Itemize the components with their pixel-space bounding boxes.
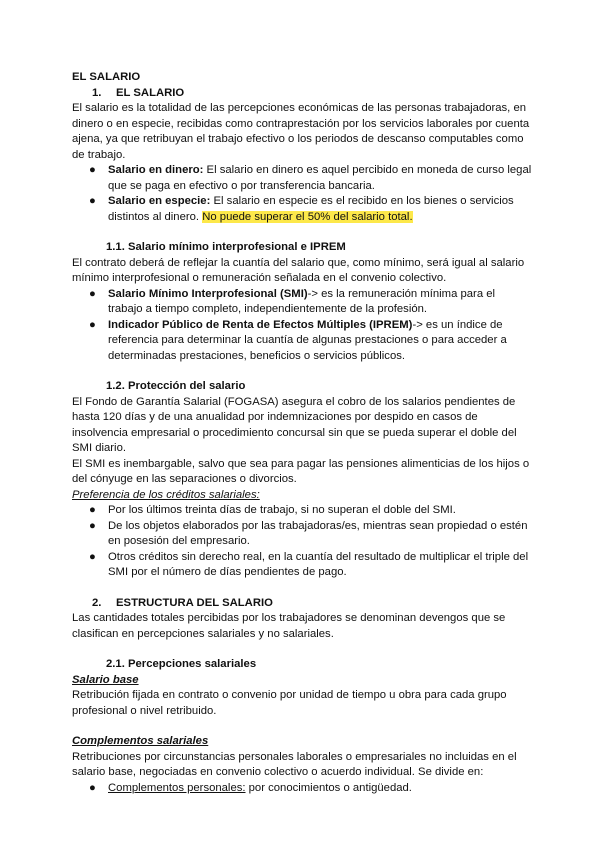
highlighted-limit: No puede superar el 50% del salario total. [202, 210, 413, 223]
section-2-number: 2. [92, 596, 102, 609]
bullet-icon: ● [89, 318, 96, 331]
bullet-icon: ● [89, 504, 96, 516]
salario-base-text: Retribución fijada en contrato o convenio por unidad de tiempo u obra para cada grupo profesional o nivel retribuido. [72, 689, 507, 717]
section-2-title: ESTRUCTURA DEL SALARIO [116, 596, 273, 609]
bullet-icon: ● [89, 287, 96, 300]
term-iprem: Indicador Público de Renta de Efectos Múltiples (IPREM) [108, 318, 413, 331]
preferencia-label: Preferencia de los créditos salariales: [72, 488, 260, 501]
section-1-heading [72, 86, 532, 102]
definition-salario-especie: El salario en especie es el recibido en los bienes o servicios distintos al dinero. [108, 195, 514, 223]
complementos-personales-label: Complementos personales: [108, 781, 246, 794]
complementos-text: Retribuciones por circunstancias personales laborales o empresariales no incluidas en el salario base, negociadas en convenio colectivo o acuerdo individual. Se divide en: [72, 750, 517, 778]
list-item-text: Por los últimos treinta días de trabajo, si no superan el doble del SMI. [108, 504, 456, 516]
term-smi: Salario Mínimo Interprofesional (SMI) [108, 287, 308, 300]
document-title: EL SALARIO [72, 71, 141, 83]
definition-salario-dinero: El salario en dinero es aquel percibido en moneda de curso legal que se paga en efectivo o por transferencia bancaria. [108, 164, 532, 192]
definition-iprem: -> es un índice de referencia para determinar la cuantía de algunas prestaciones o para acceder a determinadas prestaciones, beneficios o servicios públicos. [108, 318, 507, 362]
document-page [72, 70, 532, 796]
list-item [72, 287, 532, 318]
bullet-icon: ● [89, 164, 96, 176]
complementos-list [72, 781, 532, 797]
list-item [72, 781, 532, 797]
fogasa-paragraph: El Fondo de Garantía Salarial (FOGASA) asegura el cobro de los salarios pendientes de hasta 120 días y de una anualidad por indemnizaciones por despido en casos de insolvencia empresarial o procedimiento concursal sin que se pueda superar el doble del SMI diario. [72, 395, 517, 454]
bullet-icon: ● [89, 519, 96, 532]
section-2-intro: Las cantidades totales percibidas por los trabajadores se denominan devengos que se clasifican en percepciones salariales y no salariales. [72, 612, 506, 640]
list-item-text: Otros créditos sin derecho real, en la cuantía del resultado de multiplicar el triple del SMI por el número de días pendientes de pago. [108, 550, 529, 578]
term-salario-dinero: Salario en dinero: [108, 164, 204, 176]
list-item [72, 503, 532, 519]
bullet-icon: ● [89, 195, 96, 207]
smi-inembargable-paragraph: El SMI es inembargable, salvo que sea para pagar las pensiones alimenticias de los hijos o del cónyuge en las separaciones o divorcios. [72, 457, 530, 485]
section-1-number: 1. [92, 86, 102, 99]
list-item [72, 318, 532, 365]
section-1-list [72, 163, 532, 225]
section-1-1-list [72, 287, 532, 365]
section-1-1-heading: 1.1. Salario mínimo interprofesional e IPREM [106, 241, 346, 253]
list-item [72, 194, 532, 225]
complementos-personales-text: por conocimientos o antigüedad. [245, 781, 412, 794]
list-item [72, 519, 532, 550]
section-1-title: EL SALARIO [116, 86, 185, 99]
list-item [72, 550, 532, 581]
section-1-intro: El salario es la totalidad de las percepciones económicas de las personas trabajadoras, en dinero o en especie, recibidas como contraprestación por los servicios laborales por cuenta ajena, ya que retribuyan el trabajo efectivo o los periodos de descanso computables como de trabajo. [72, 102, 530, 161]
list-item-text: De los objetos elaborados por las trabajadoras/es, mientras sean propiedad o estén en posesión del empresario. [108, 519, 528, 547]
complementos-label: Complementos salariales [72, 735, 209, 747]
list-item [72, 163, 532, 194]
definition-smi: -> es la remuneración mínima para el trabajo a tiempo completo, independientemente de la profesión. [108, 287, 496, 315]
section-1-1-intro: El contrato deberá de reflejar la cuantía del salario que, como mínimo, será igual al salario mínimo interprofesional o remuneración señalada en el convenio colectivo. [72, 256, 525, 284]
section-1-2-heading: 1.2. Protección del salario [106, 380, 246, 392]
bullet-icon: ● [89, 550, 96, 563]
salario-base-label: Salario base [72, 673, 139, 686]
section-2-heading [72, 596, 532, 612]
bullet-icon: ● [89, 781, 96, 794]
term-salario-especie: Salario en especie: [108, 195, 211, 207]
section-2-1-heading: 2.1. Percepciones salariales [106, 658, 257, 670]
preferencia-list [72, 503, 532, 581]
